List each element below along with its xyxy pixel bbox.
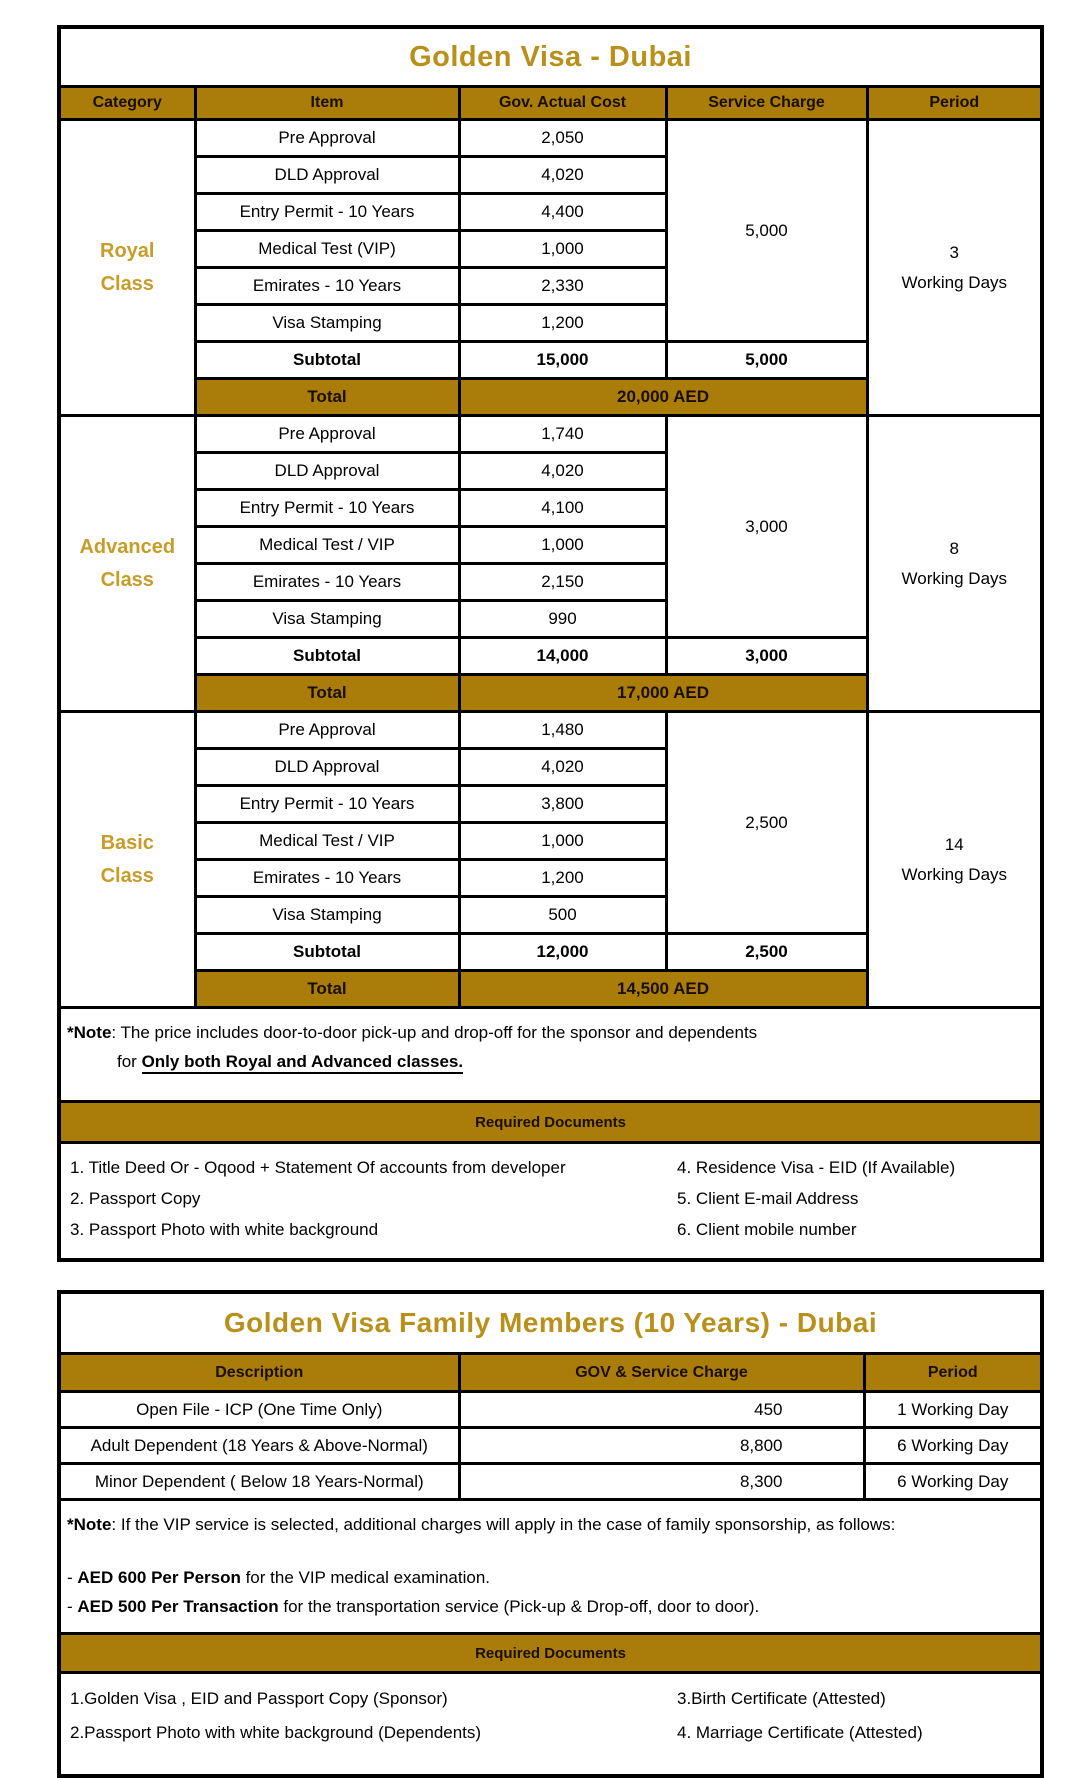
total-value: 14,500 AED [459,971,867,1008]
table-row [59,120,1042,157]
document-item: 1. Title Deed Or - Oqood + Statement Of accounts from developer [70,1158,566,1177]
subtotal-label: Subtotal [195,638,459,675]
item-label: Medical Test (VIP) [195,231,459,268]
item-cost: 2,050 [459,120,666,157]
item-label: Visa Stamping [195,305,459,342]
required-documents-header: Required Documents [59,1634,1042,1673]
header-period: Period [867,87,1042,120]
item-cost: 4,100 [459,490,666,527]
table2-title: Golden Visa Family Members (10 Years) - Dubai [59,1292,1042,1354]
row-description: Open File - ICP (One Time Only) [59,1392,459,1428]
table1-title-row [59,27,1042,87]
header-category: Category [59,87,195,120]
document-item: 4. Residence Visa - EID (If Available) [677,1158,956,1177]
table-row [59,1464,1042,1500]
row-charge: 8,300 [459,1464,864,1500]
row-period: 6 Working Day [864,1428,1042,1464]
item-label: Entry Permit - 10 Years [195,490,459,527]
header-service-charge: Service Charge [666,87,867,120]
item-label: Emirates - 10 Years [195,860,459,897]
table-row [59,712,1042,749]
total-label: Total [195,675,459,712]
item-cost: 1,200 [459,860,666,897]
docs-right-column [668,1152,1040,1245]
item-cost: 1,200 [459,305,666,342]
row-charge: 450 [459,1392,864,1428]
document-item: 4. Marriage Certificate (Attested) [676,1723,923,1742]
subtotal-cost: 12,000 [459,934,666,971]
royal-period: 3 Working Days [867,120,1042,416]
item-label: Emirates - 10 Years [195,564,459,601]
docs-left-column [61,1152,668,1245]
advanced-service-charge: 3,000 [666,416,867,638]
table2-title-row [59,1292,1042,1354]
royal-service-charge: 5,000 [666,120,867,342]
item-cost: 1,480 [459,712,666,749]
item-cost: 4,020 [459,749,666,786]
table1-title: Golden Visa - Dubai [59,27,1042,87]
row-period: 1 Working Day [864,1392,1042,1428]
item-label: Pre Approval [195,712,459,749]
document-item: 3. Passport Photo with white background [70,1220,379,1239]
total-label: Total [195,971,459,1008]
item-cost: 4,400 [459,194,666,231]
row-charge: 8,800 [459,1428,864,1464]
subtotal-label: Subtotal [195,342,459,379]
golden-visa-table [57,25,1044,1262]
item-cost: 2,330 [459,268,666,305]
row-period: 6 Working Day [864,1464,1042,1500]
item-cost: 2,150 [459,564,666,601]
table1-note: *Note: The price includes door-to-door pick-up and drop-off for the sponsor and dependents for Only both Royal and Advanced classes. [59,1008,1042,1102]
table1-required-docs-row [59,1143,1042,1261]
note-label: *Note [67,1515,112,1534]
item-cost: 500 [459,897,666,934]
document-item: 2. Passport Copy [70,1189,201,1208]
total-label: Total [195,379,459,416]
subtotal-service: 5,000 [666,342,867,379]
item-label: DLD Approval [195,453,459,490]
document-item: 2.Passport Photo with white background (Dependents) [70,1723,482,1742]
item-cost: 4,020 [459,157,666,194]
subtotal-cost: 14,000 [459,638,666,675]
item-cost: 1,740 [459,416,666,453]
class-basic-label: Basic Class [59,712,195,1008]
document-item: 6. Client mobile number [677,1220,857,1239]
table-row [59,416,1042,453]
item-cost: 1,000 [459,823,666,860]
docs-right-column [668,1682,1040,1750]
row-description: Minor Dependent ( Below 18 Years-Normal) [59,1464,459,1500]
table2-required-docs [59,1673,1042,1777]
note-emphasis: Only both Royal and Advanced classes. [142,1052,464,1074]
note-label: *Note [67,1023,112,1042]
header-description: Description [59,1354,459,1392]
document-item: 5. Client E-mail Address [677,1189,859,1208]
table1-header-row [59,87,1042,120]
item-label: DLD Approval [195,157,459,194]
table2-required-docs-row [59,1673,1042,1777]
item-label: DLD Approval [195,749,459,786]
item-label: Entry Permit - 10 Years [195,194,459,231]
required-documents-header: Required Documents [59,1102,1042,1143]
note-fee-transport: AED 500 Per Transaction [77,1597,279,1616]
total-value: 20,000 AED [459,379,867,416]
item-label: Medical Test / VIP [195,823,459,860]
header-item: Item [195,87,459,120]
basic-service-charge: 2,500 [666,712,867,934]
item-label: Entry Permit - 10 Years [195,786,459,823]
item-cost: 990 [459,601,666,638]
document-item: 1.Golden Visa , EID and Passport Copy (Sponsor) [70,1689,448,1708]
header-gov-service-charge: GOV & Service Charge [459,1354,864,1392]
basic-period: 14 Working Days [867,712,1042,1008]
table2-required-docs-header-row [59,1634,1042,1673]
item-cost: 1,000 [459,527,666,564]
table1-note-row [59,1008,1042,1102]
item-label: Visa Stamping [195,601,459,638]
item-label: Pre Approval [195,416,459,453]
document-item: 3.Birth Certificate (Attested) [676,1689,886,1708]
item-cost: 3,800 [459,786,666,823]
table2-note-row [59,1500,1042,1634]
row-description: Adult Dependent (18 Years & Above-Normal) [59,1428,459,1464]
item-label: Pre Approval [195,120,459,157]
advanced-period: 8 Working Days [867,416,1042,712]
table2-note: *Note: If the VIP service is selected, additional charges will apply in the case of family sponsorship, as follows: - AED 600 Per Person for the VIP medical examination. - AED 500 Per Transaction for the transportation service (Pick-up & Drop-off, door to door). [59,1500,1042,1634]
item-label: Visa Stamping [195,897,459,934]
item-label: Emirates - 10 Years [195,268,459,305]
docs-left-column [61,1682,668,1750]
table1-required-docs [59,1143,1042,1261]
subtotal-service: 3,000 [666,638,867,675]
family-members-table [57,1290,1044,1778]
note-fee-vip-medical: AED 600 Per Person [77,1568,241,1587]
subtotal-service: 2,500 [666,934,867,971]
item-cost: 4,020 [459,453,666,490]
total-value: 17,000 AED [459,675,867,712]
subtotal-label: Subtotal [195,934,459,971]
header-gov-cost: Gov. Actual Cost [459,87,666,120]
item-label: Medical Test / VIP [195,527,459,564]
subtotal-cost: 15,000 [459,342,666,379]
table2-header-row [59,1354,1042,1392]
table-row [59,1428,1042,1464]
table1-required-docs-header-row [59,1102,1042,1143]
class-advanced-label: Advanced Class [59,416,195,712]
header-period: Period [864,1354,1042,1392]
item-cost: 1,000 [459,231,666,268]
table-row [59,1392,1042,1428]
class-royal-label: Royal Class [59,120,195,416]
